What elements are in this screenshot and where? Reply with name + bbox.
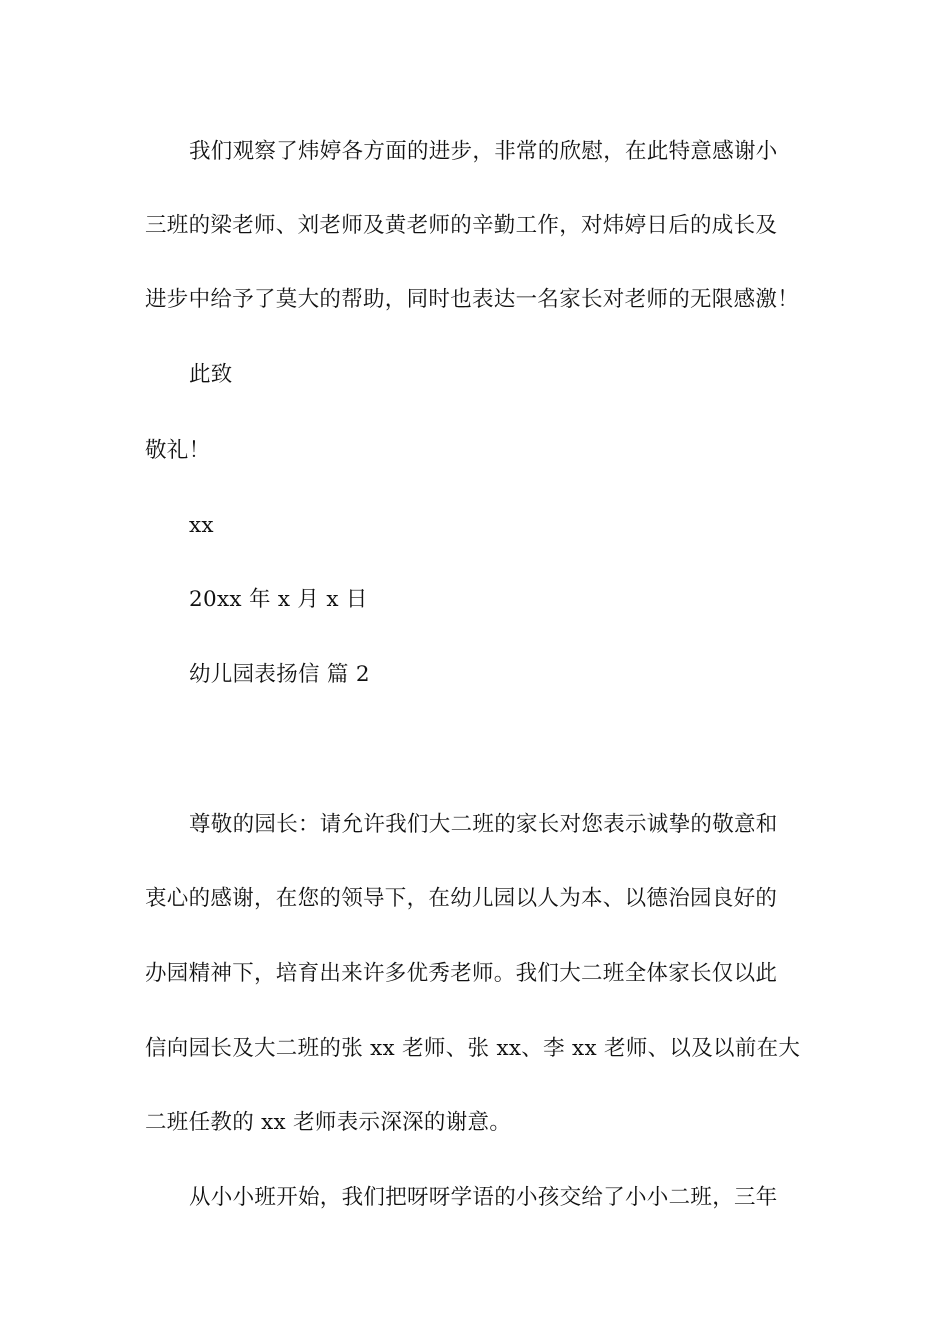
signature-text: xx	[189, 513, 214, 538]
paragraph-line: 办园精神下，培育出来许多优秀老师。我们大二班全体家长仅以此	[145, 961, 778, 986]
paragraph-line: 进步中给予了莫大的帮助，同时也表达一名家长对老师的无限感激！	[145, 287, 800, 312]
paragraph-line: 从小小班开始，我们把呀呀学语的小孩交给了小小二班，三年	[189, 1185, 778, 1210]
closing-text: 此致	[189, 362, 233, 387]
paragraph-line: 三班的梁老师、刘老师及黄老师的辛勤工作，对炜婷日后的成长及	[145, 213, 778, 238]
salute-text: 敬礼！	[145, 438, 211, 463]
section-heading: 幼儿园表扬信 篇 2	[189, 662, 370, 687]
paragraph-line: 衷心的感谢，在您的领导下，在幼儿园以人为本、以德治园良好的	[145, 886, 778, 911]
paragraph-line: 二班任教的 xx 老师表示深深的谢意。	[145, 1110, 512, 1135]
date-text: 20xx 年 x 月 x 日	[189, 587, 368, 612]
paragraph-line: 我们观察了炜婷各方面的进步，非常的欣慰，在此特意感谢小	[189, 139, 778, 164]
paragraph-line: 信向园长及大二班的张 xx 老师、张 xx、李 xx 老师、以及以前在大	[145, 1036, 801, 1061]
paragraph-line: 尊敬的园长：请允许我们大二班的家长对您表示诚挚的敬意和	[189, 812, 778, 837]
